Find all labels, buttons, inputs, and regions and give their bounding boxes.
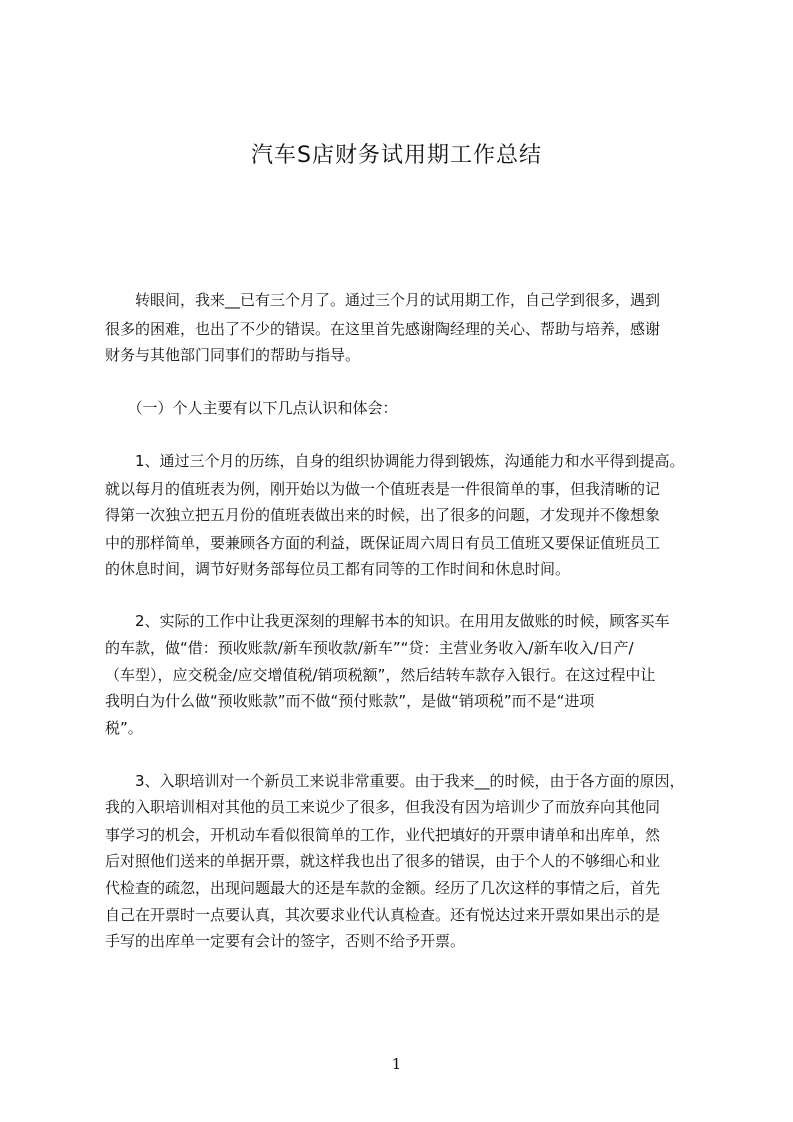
paragraph-1-line-3: 财务与其他部门同事们的帮助与指导。 [105, 346, 361, 364]
paragraph-1-line-2: 很多的困难，也出了不少的错误。在这里首先感谢陶经理的关心、帮助与培养，感谢 [105, 320, 661, 338]
paragraph-1-line-1: 转眼间，我来__已有三个月了。通过三个月的试用期工作，自己学到很多，遇到 [105, 291, 661, 309]
paragraph-5-line-3: 事学习的机会，开机动车看似很简单的工作，业代把填好的开票申请单和出库单，然 [105, 826, 661, 844]
paragraph-3-line-3: 得第一次独立把五月份的值班表做出来的时候，出了很多的问题，才发现并不像想象 [105, 506, 661, 524]
paragraph-3-line-4: 中的那样简单，要兼顾各方面的利益，既保证周六周日有员工值班又要保证值班员工 [105, 534, 661, 552]
section-heading: （一）个人主要有以下几点认识和体会： [105, 399, 398, 417]
page-title: 汽车S店财务试用期工作总结 [251, 143, 542, 168]
paragraph-4-line-2: 的车款，做“借：预收账款/新车预收款/新车”“贷：主营业务收入/新车收入/日产/ [105, 639, 634, 657]
paragraph-5-line-4: 后对照他们送来的单据开票，就这样我也出了很多的错误，由于个人的不够细心和业 [105, 852, 661, 870]
paragraph-4-line-4: 我明白为什么做“预收账款”而不做“预付账款”，是做“销项税”而不是“进项 [105, 692, 595, 710]
paragraph-5-line-2: 我的入职培训相对其他的员工来说少了很多，但我没有因为培训少了而放弃向其他同 [105, 798, 661, 816]
paragraph-5-line-1: 3、入职培训对一个新员工来说非常重要。由于我来__的时候，由于各方面的原因， [105, 772, 685, 790]
paragraph-5-line-6: 自己在开票时一点要认真，其次要求业代认真检查。还有悦达过来开票如果出示的是 [105, 906, 661, 924]
paragraph-5-line-5: 代检查的疏忽，出现问题最大的还是车款的金额。经历了几次这样的事情之后，首先 [105, 879, 661, 897]
paragraph-4-line-1: 2、实际的工作中让我更深刻的理解书本的知识。在用用友做账的时候，顾客买车 [105, 612, 670, 630]
paragraph-5-line-7: 手写的出库单一定要有会计的签字，否则不给予开票。 [105, 932, 466, 950]
page-number: 1 [391, 1055, 402, 1073]
paragraph-3-line-2: 就以每月的值班表为例，刚开始以为做一个值班表是一件很简单的事，但我清晰的记 [105, 480, 661, 498]
paragraph-4-line-3: （车型），应交税金/应交增值税/销项税额”，然后结转车款存入银行。在这过程中让 [105, 666, 656, 684]
paragraph-4-line-5: 税”。 [105, 719, 143, 737]
paragraph-3-line-1: 1、通过三个月的历练，自身的组织协调能力得到锻炼，沟通能力和水平得到提高。 [105, 452, 685, 470]
paragraph-3-line-5: 的休息时间，调节好财务部每位员工都有同等的工作时间和休息时间。 [105, 560, 571, 578]
